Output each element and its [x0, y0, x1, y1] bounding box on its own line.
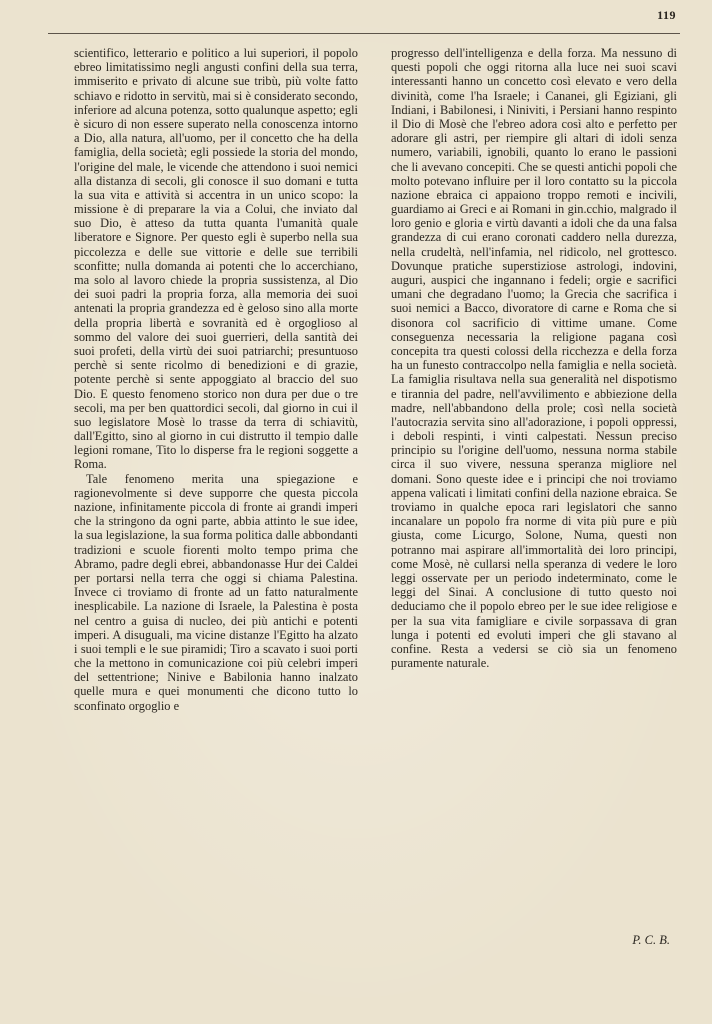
left-paragraph-1: scientifico, letterario e politico a lui superiori, il popolo ebreo limitatissimo negli angusti confini della sua terra, immiserito e privato di alcune sue tribù, più volte fatto schiavo e ridotto in servitù, mai si è considerato secondo, inferiore ad alcuna potenza, sotto qualunque aspetto; egli è sicuro di non essere superato nella conoscenza intorno a Dio, alla natura, all'uomo, per il concetto che ha della famiglia, della società; egli possiede la storia del mondo, l'origine del male, le vicende che attendono i suoi nemici alla distanza di secoli, gli conosce il suo domani e tutta la sua vita e attività si accentra in un unico scopo: la missione è di preparare la via a Colui, che inviato dal suo Dio, è atteso da tutta quanta l'umanità quale liberatore e Signore. Per questo egli è superbo nella sua piccolezza e delle sue vittorie e delle sue terribili sconfitte; nulla domanda ai potenti che lo accerchiano, ma solo al lavoro chiede la propria sussistenza, al Dio dei suoi padri la propria forza, alla memoria dei suoi antenati la propria grandezza ed è geloso sino alla morte della propria libertà e sovranità ed è orgoglioso al sommo del valore dei suoi guerrieri, della santità dei suoi profeti, della virtù dei suoi patriarchi; presuntuoso perchè si sente ricolmo di benedizioni e di grazie, potente perchè si sente appoggiato al braccio del suo Dio. E questo fenomeno storico non dura per due o tre secoli, ma per ben quattordici secoli, dal giorno in cui il suo legislatore Mosè lo trasse da terra di schiavitù, dall'Egitto, sino al giorno in cui distrutto il tempio dalle legioni romane, Tito lo disperse fra le regioni soggette a Roma. [74, 46, 358, 472]
right-paragraph-1: progresso dell'intelligenza e della forza. Ma nessuno di questi popoli che oggi ritorna alla luce nei suoi scavi interessanti hanno un concetto così elevato e vero della divinità, come l'ha Israele; i Cananei, gli Egiziani, gli Indiani, i Babilonesi, i Niniviti, i Persiani hanno respinto il Dio di Mosè che l'ebreo adora così alto e perfetto per adorare gli astri, per riempire gli altari di idoli senza numero, variabili, ignobili, quanto lo erano le passioni che li avevano concepiti. Che se questi antichi popoli che molto potevano influire per il loro contatto su la piccola nazione ebraica ci appaiono troppo remoti e incivili, guardiamo ai Greci e ai Romani in gin.cchio, malgrado il loro genio e gloria e virtù davanti a idoli che da una falsa grandezza di cui erano coronati caddero nella durezza, nella crudeltà, nell'infamia, nel ridicolo, nel grottesco. Dovunque pratiche superstiziose astrologi, indovini, auguri, auspici che ingannano i fedeli; orgie e sacrifici umani che degradano l'uomo; la Grecia che sacrifica i suoi nemici a Bacco, divoratore di carne e Roma che si disonora col sacrificio di vittime umane. Come conseguenza necessaria la religione pagana così concepita tra questi colossi della ricchezza e della forza ha un funesto contraccolpo nella famiglia e nella società. La famiglia risultava nella sua generalità nel dispotismo e tirannia del padre, nell'avvilimento e abbiezione della madre, nell'abbandono della prole; così nella società l'autocrazia servita sino all'adorazione, i popoli oppressi, i deboli respinti, i vinti calpestati. Nessun preciso principio su l'origine dell'uomo, nessuna norma stabile circa il suo vivere, nessuna speranza migliore nel domani. Sono queste idee e i principi che noi troviamo appena valicati i limitati confini della nazione ebraica. Se troviamo in qualche epoca rari legislatori che sanno incanalare un popolo fra norme di vita più pure e più giusta, come Licurgo, Solone, Numa, questi non potranno mai aspirare all'immortalità dei loro principi, come Mosè, nè cullarsi nella speranza di vedere le loro leggi osservate per un periodo indeterminato, come le leggi del Sinai. A conclusione di tutto questo noi deduciamo che il popolo ebreo per le sue idee religiose e per la sua vita famigliare e civile sorpassava di gran lunga i potenti ed evoluti imperi che gli stavano al confine. Resta a vedersi se ciò sia un fenomeno puramente naturale. [391, 46, 677, 671]
author-signature: P. C. B. [632, 933, 670, 947]
header-rule [48, 33, 680, 34]
left-column [74, 46, 358, 713]
page-number: 119 [657, 8, 676, 22]
right-column [391, 46, 677, 670]
left-paragraph-2: Tale fenomeno merita una spiegazione e ragionevolmente si deve supporre che questa piccola nazione, infinitamente piccola di fronte ai grandi imperi che la stringono da ogni parte, abbia attinto le sue idee, la sua legislazione, la sua forma politica dalle abbondanti tradizioni e scuole fiorenti molto tempo prima che Abramo, padre degli ebrei, abbandonasse Hur dei Caldei per portarsi nella terra che oggi si chiama Palestina. Invece ci troviamo di fronte ad un fatto naturalmente inesplicabile. La nazione di Israele, la Palestina è posta nel centro a guisa di nucleo, dei più antichi e potenti imperi. A disuguali, ma vicine distanze l'Egitto ha alzato i suoi templi e le sue piramidi; Tiro a scavato i suoi porti che la mettono in comunicazione coi più celebri imperi del settentrione; Ninive e Babilonia hanno inalzato quelle mura e quei monumenti che dicono tutto lo sconfinato orgoglio e [74, 471, 358, 713]
